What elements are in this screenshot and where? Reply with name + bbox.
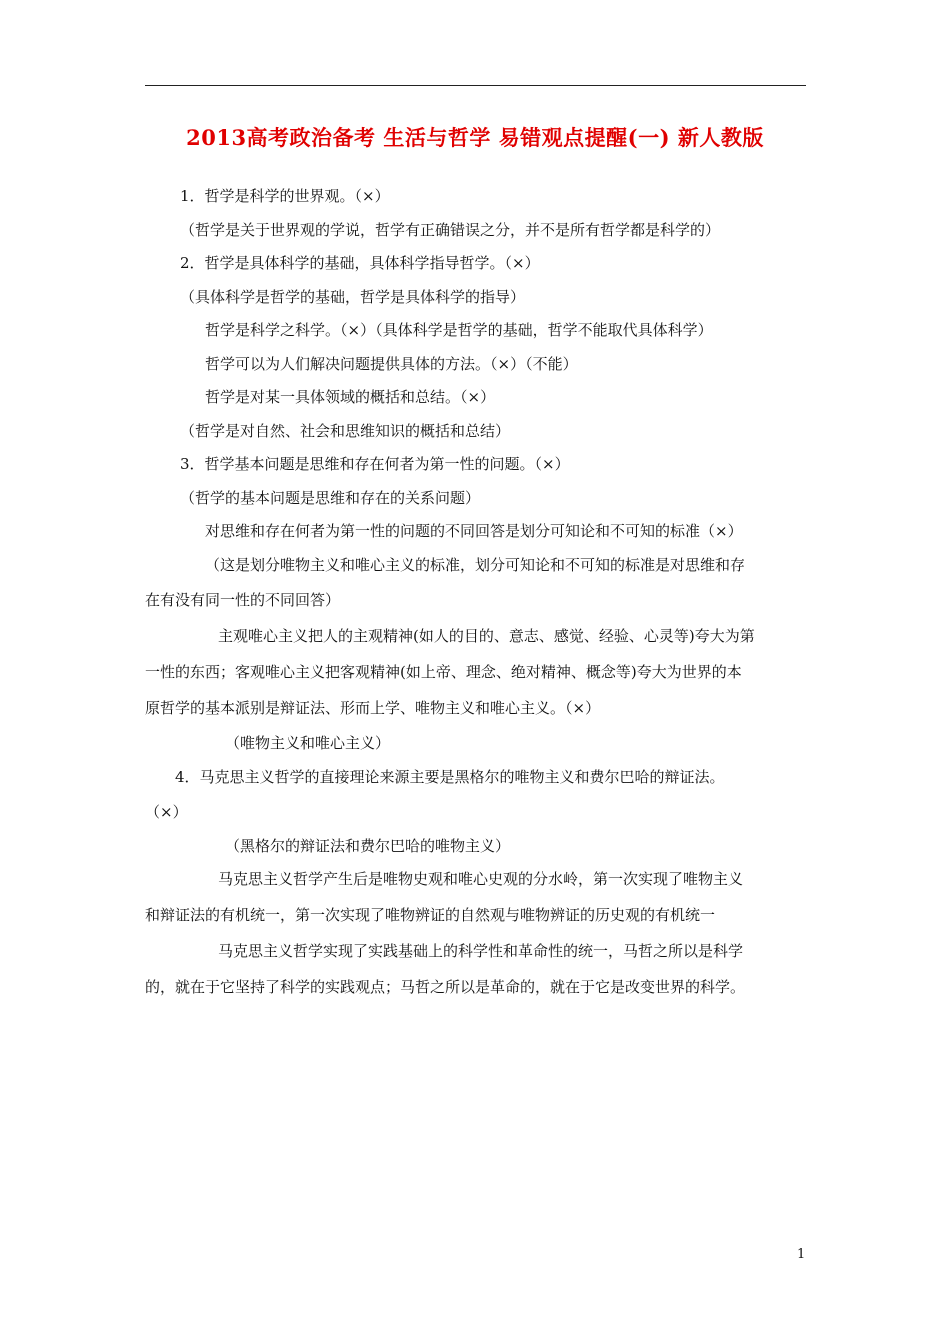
body-line: （这是划分唯物主义和唯心主义的标准，划分可知论和不可知的标准是对思维和存: [205, 556, 746, 574]
body-line: （哲学是关于世界观的学说，哲学有正确错误之分，并不是所有哲学都是科学的）: [180, 221, 721, 239]
body-line: 哲学可以为人们解决问题提供具体的方法。（×）（不能）: [205, 355, 578, 373]
body-line: （黑格尔的辩证法和费尔巴哈的唯物主义）: [225, 837, 511, 855]
body-line: 对思维和存在何者为第一性的问题的不同回答是划分可知论和不可知的标准（×）: [205, 522, 743, 540]
header-rule: [145, 85, 806, 86]
body-line: 哲学是对某一具体领域的概括和总结。（×）: [205, 388, 496, 406]
body-line: 哲学是科学之科学。（×）（具体科学是哲学的基础，哲学不能取代具体科学）: [205, 321, 713, 339]
document-title: 2013高考政治备考 生活与哲学 易错观点提醒(一) 新人教版: [186, 125, 764, 150]
body-line: 原哲学的基本派别是辩证法、形而上学、唯物主义和唯心主义。（×）: [145, 699, 601, 717]
body-line: 的，就在于它坚持了科学的实践观点；马哲之所以是革命的，就在于它是改变世界的科学。: [145, 978, 746, 996]
body-line: 4．马克思主义哲学的直接理论来源主要是黑格尔的唯物主义和费尔巴哈的辩证法。: [175, 768, 725, 786]
body-line: 马克思主义哲学产生后是唯物史观和唯心史观的分水岭，第一次实现了唯物主义: [218, 870, 744, 888]
body-line: （哲学是对自然、社会和思维知识的概括和总结）: [180, 422, 511, 440]
body-line: 3．哲学基本问题是思维和存在何者为第一性的问题。（×）: [180, 455, 570, 473]
body-line: 主观唯心主义把人的主观精神(如人的目的、意志、感觉、经验、心灵等)夸大为第: [218, 627, 755, 645]
body-line: 在有没有同一性的不同回答）: [145, 591, 341, 609]
body-line: （×）: [145, 803, 188, 821]
page-number: 1: [797, 1247, 806, 1262]
body-line: 一性的东西；客观唯心主义把客观精神(如上帝、理念、绝对精神、概念等)夸大为世界的本: [145, 663, 742, 681]
body-line: （唯物主义和唯心主义）: [225, 734, 391, 752]
body-line: （具体科学是哲学的基础，哲学是具体科学的指导）: [180, 288, 526, 306]
body-line: 2．哲学是具体科学的基础，具体科学指导哲学。（×）: [180, 254, 540, 272]
body-line: 马克思主义哲学实现了实践基础上的科学性和革命性的统一，马哲之所以是科学: [218, 942, 744, 960]
body-line: 1．哲学是科学的世界观。（×）: [180, 187, 390, 205]
body-line: （哲学的基本问题是思维和存在的关系问题）: [180, 489, 481, 507]
body-line: 和辩证法的有机统一，第一次实现了唯物辨证的自然观与唯物辨证的历史观的有机统一: [145, 906, 716, 924]
